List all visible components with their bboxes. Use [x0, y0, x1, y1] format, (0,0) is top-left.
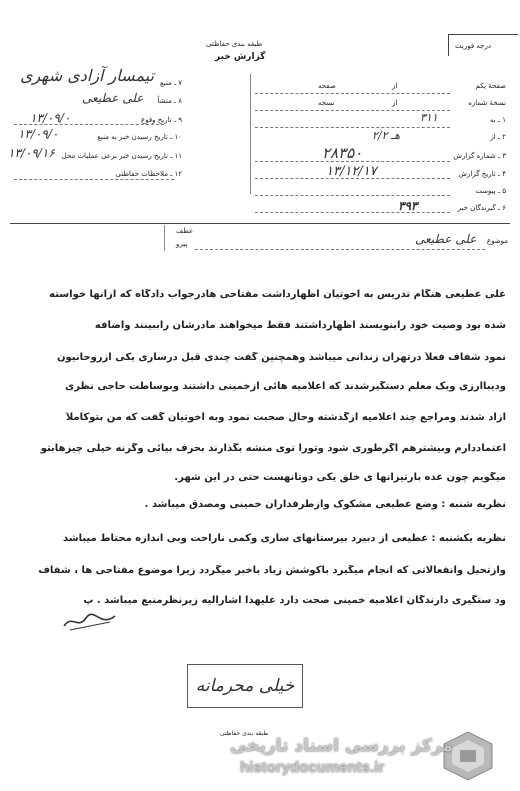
priority-box-top: [448, 34, 518, 35]
field-label-security-notes: ۱۲ ـ ملاحظات حفاظتی: [115, 170, 182, 178]
dash-line: [255, 93, 450, 94]
subject-value: علی عطیعی: [415, 232, 477, 246]
stamp-text: خیلی محرمانه: [195, 676, 295, 696]
field-label-report-number: ۳ ـ شماره گزارش: [453, 152, 506, 160]
dash-line: [255, 212, 450, 213]
body-line: علی عطیعی هنگام تدریس به اخوتیان اظهارداشت مفتاحی هادرجواب دادگاه که ازآنها خواسته: [49, 289, 506, 300]
field-label-recipients: ۶ ـ گیرندگان خبر: [457, 204, 506, 212]
body-line: اعتماددارم وبیشترهم اگرطوری شود وتورا توی منشه بگذارند بحرف بیائی وگرنه خیلی چیزهابتو: [40, 443, 506, 454]
watermark-url: historydocuments.ir: [240, 759, 385, 776]
body-line: آزاد شدند ومراجع چند اعلامیه ازگذشته وحال صحبت نمود وبه اخوتیان گفت که من بتوکاملاً: [65, 412, 506, 423]
body-line: شده بود وصیت خود رابنویسند اظهارداشتند فقط میخواهند مادرشان راببینند واضافه: [94, 320, 506, 331]
field-label-event-date: ۹ ـ تاریخ وقوع: [141, 116, 182, 124]
field-copy-from: از: [392, 99, 398, 107]
field-value-report-date: ۱۳/۱۲/۱۷: [326, 164, 377, 179]
subject-line: [195, 249, 485, 250]
classification-top: طبقه بندی حفاظتی: [206, 40, 263, 48]
priority-label: درجه فوریت: [455, 42, 491, 50]
report-title: گزارش خبر: [215, 52, 266, 62]
field-label-origin: ۸ ـ منشأ: [157, 97, 182, 105]
field-value-source-date: ۱۳/۰۹/۰: [18, 127, 59, 141]
body-line: ودیباارزی ویک معلم دستگیرشدند که اعلامیه هائی ازخمینی داشتند وبوساطت حاجی نظری: [65, 381, 506, 392]
field-value-from: ۲/۲ هـ: [372, 129, 401, 142]
field-page-unit: صفحه: [318, 82, 336, 90]
dash-line: [255, 178, 450, 179]
field-value-report-number: ۲۸۳۵۰: [322, 144, 363, 162]
watermark-title: مرکز بررسی اسناد تاریخی: [230, 736, 453, 756]
opinion-sunday-line: وازتحیل وانفعالاتی که انجام میگیرد باکوشش زیاد باخبر میگردد زیرا موضوع مفتاحی ها ، شفاف: [38, 565, 506, 576]
atf-label: عطف: [176, 227, 194, 235]
priority-box-side: [448, 34, 449, 56]
routing-divider: [164, 225, 165, 251]
field-label-to: ۱ ـ به: [490, 116, 506, 124]
dash-line: [255, 127, 450, 128]
header-divider: [10, 223, 510, 224]
body-line: میگویم چون عده بارتیزانها ی خلق یکی دوتانهست حتی در این شهر.: [174, 472, 506, 483]
field-label-page: صفحهٔ یکم: [475, 82, 506, 90]
classification-bottom: طبقه بندی حفاظتی: [220, 730, 269, 737]
opinion-saturday: نظریه شنبه : وضع عطیعی مشکوک وازطرفداران خمینی ومصدق میباشد .: [144, 499, 506, 510]
field-page-from: از: [392, 82, 398, 90]
signature-mark: [60, 608, 120, 634]
field-value-source: تیمسار آزادی شهری: [20, 66, 154, 85]
subject-label: موضوع: [486, 237, 508, 245]
field-label-from: ۲ ـ از: [490, 133, 506, 141]
dash-line: [255, 161, 450, 162]
peyro-label: پیرو: [176, 240, 188, 248]
field-label-report-date: ۴ ـ تاریخ گزارش: [458, 170, 506, 178]
column-divider: [250, 74, 251, 194]
field-value-recipients: ۳۹۳: [398, 199, 418, 213]
opinion-sunday-line: نظریه یکشنبه : عطیعی از دبیرد بیرستانهای ساری وکمی ناراحت وبی اندازه محتاط میباشد: [62, 533, 506, 544]
field-copy-unit: نسخه: [318, 99, 335, 107]
dash-line: [14, 179, 174, 180]
field-label-source: ۷ ـ منبع: [160, 79, 182, 87]
classified-stamp: [187, 664, 303, 708]
field-label-attachment: ۵ ـ پیوست: [475, 187, 506, 195]
field-label-ops-date: ۱۱ ـ تاریخ رسیدن خبر برعی عملیات محل: [61, 152, 182, 160]
field-value-to: ۳۱۱: [420, 111, 438, 124]
dash-line: [255, 195, 450, 196]
field-label-source-date: ۱۰ ـ تاریخ رسیدن خبر به منبع: [97, 133, 182, 141]
field-value-ops-date: ۱۳/۰۹/۱۶: [8, 146, 55, 160]
field-value-event-date: ۱۳/۰۹/۰: [30, 111, 71, 125]
dash-line: [14, 124, 164, 125]
opinion-sunday-line: ود ستگیری دارندگان اعلامیه خمینی صحت دارد علیهذا اشارالیه زیرنظرمنبع میباشد . پ: [83, 595, 506, 606]
body-line: نمود شفاف فعلاً درتهران زندانی میباشد وهمچنین گفت چندی قبل درساری یکی ازروحانیون: [56, 352, 506, 363]
dash-line: [255, 110, 450, 111]
field-label-copy: نسخهٔ شماره: [468, 99, 506, 107]
field-value-origin: علی عطیعی: [82, 91, 144, 105]
